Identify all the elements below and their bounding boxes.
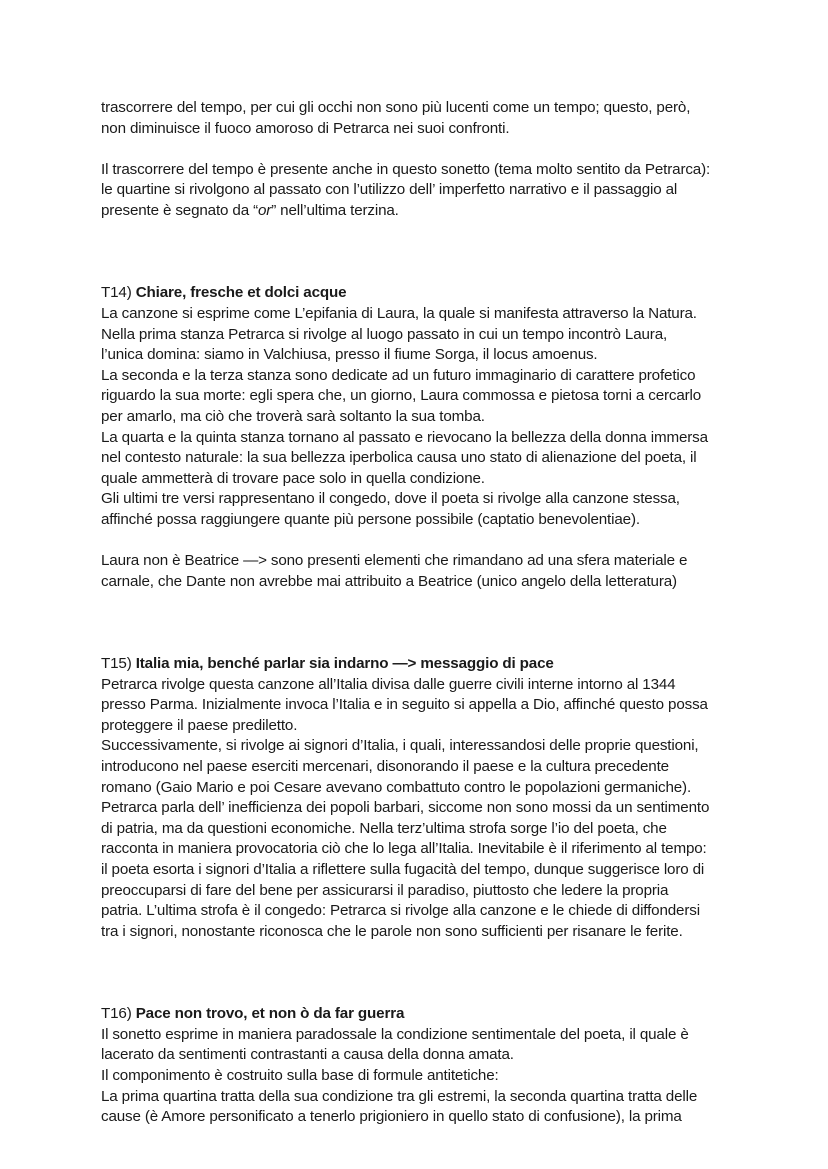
text-line: Successivamente, si rivolge ai signori d’Italia, i quali, interessandosi delle proprie questioni,	[101, 737, 699, 755]
italic-term: or	[257, 201, 272, 219]
text-line: cause (è Amore personificato a tenerlo prigioniero in quello stato di confusione), la prima	[101, 1108, 682, 1126]
text-line: Petrarca parla dell’ inefficienza dei popoli barbari, siccome non sono mossi da un sentimento	[101, 799, 710, 817]
text-line: La quarta e la quinta stanza tornano al passato e rievocano la bellezza della donna immersa	[101, 428, 708, 446]
text-line: trascorrere del tempo, per cui gli occhi non sono più lucenti come un tempo; questo, però,	[101, 99, 691, 116]
spacer	[101, 942, 761, 983]
note-line: Laura non è Beatrice —> sono presenti elementi che rimandano ad una sfera materiale e	[101, 552, 688, 570]
text-line: preoccuparsi di fare del bene per assicurarsi il paradiso, piuttosto che ledere la propria	[101, 881, 669, 899]
text-line: Nella prima stanza Petrarca si rivolge al luogo passato in cui un tempo incontrò Laura,	[101, 325, 668, 343]
spacer	[101, 222, 761, 263]
section-number: T15)	[101, 655, 136, 673]
text-fragment: ” nell’ultima terzina.	[271, 201, 399, 219]
text-line: La seconda e la terza stanza sono dedicate ad un futuro immaginario di carattere profetico	[101, 366, 696, 384]
text-line: Il componimento è costruito sulla base di formule antitetiche:	[101, 1066, 499, 1084]
spacer	[101, 263, 761, 284]
section-title: Pace non trovo, et non ò da far guerra	[135, 1005, 405, 1023]
text-line: racconta in maniera provocatoria ciò che lo lega all’Italia. Inevitabile è il riferimento al tempo:	[101, 840, 707, 858]
text-line: affinché possa raggiungere quante più persone possibile (captatio benevolentiae).	[101, 510, 640, 528]
section-number: T14)	[101, 284, 136, 302]
text-line: l’unica domina: siamo in Valchiusa, presso il fiume Sorga, il locus amoenus.	[101, 346, 598, 364]
text-line: per amarlo, ma ciò che troverà sarà soltanto la sua tomba.	[101, 407, 485, 425]
text-line: Gli ultimi tre versi rappresentano il congedo, dove il poeta si rivolge alla canzone stessa,	[101, 490, 680, 508]
text-line: nel contesto naturale: la sua bellezza iperbolica causa uno stato di alienazione del poeta, il	[101, 449, 697, 467]
text-line: patria. L’ultima strofa è il congedo: Petrarca si rivolge alla canzone e le chiede di diffondersi	[101, 902, 700, 920]
text-line: non diminuisce il fuoco amoroso di Petrarca nei suoi confronti.	[101, 119, 510, 137]
text-line: Il sonetto esprime in maniera paradossale la condizione sentimentale del poeta, il quale è	[101, 1025, 689, 1043]
text-fragment: presente è segnato da “	[101, 201, 258, 219]
section-heading	[101, 1004, 761, 1025]
text-line: introducono nel paese eserciti mercenari, disonorando il paese e la cultura precedente	[101, 758, 669, 775]
text-line: le quartine si rivolgono al passato con l’utilizzo dell’ imperfetto narrativo e il passaggio al	[101, 181, 678, 199]
text-line	[101, 201, 761, 222]
document-page	[101, 98, 761, 1128]
text-line: di patria, ma da questioni economiche. Nella terz’ultima strofa sorge l’io del poeta, che	[101, 819, 667, 837]
text-line: riguardo la sua morte: egli spera che, un giorno, Laura commossa e pietosa torni a cercarlo	[101, 387, 702, 405]
spacer	[101, 530, 761, 551]
section-t14	[101, 283, 761, 592]
spacer	[101, 592, 761, 633]
text-line: il poeta esorta i signori d’Italia a riflettere sulla fugacità del tempo, dunque suggerisce loro di	[101, 860, 705, 878]
section-heading	[101, 283, 761, 304]
text-line: Petrarca rivolge questa canzone all’Italia divisa dalle guerre civili interne intorno al 1344	[101, 675, 676, 693]
section-t16	[101, 1004, 761, 1128]
section-title: Italia mia, benché parlar sia indarno —> messaggio di pace	[135, 655, 554, 673]
text-line: tra i signori, nonostante riconosca che le parole non sono sufficienti per risanare le ferite.	[101, 922, 683, 940]
text-line: romano (Gaio Mario e poi Cesare avevano combattuto contro le popolazioni germaniche).	[101, 778, 692, 796]
text-line: Il trascorrere del tempo è presente anche in questo sonetto (tema molto sentito da Petrarca):	[101, 160, 711, 178]
note-line: carnale, che Dante non avrebbe mai attribuito a Beatrice (unico angelo della letteratura)	[101, 572, 677, 590]
text-line: proteggere il paese prediletto.	[101, 716, 298, 734]
spacer	[101, 984, 761, 1005]
text-line: presso Parma. Inizialmente invoca l’Italia e in seguito si appella a Dio, affinché questo possa	[101, 696, 708, 714]
text-line: lacerato da sentimenti contrastanti a causa della donna amata.	[101, 1046, 514, 1064]
spacer	[101, 633, 761, 654]
section-heading	[101, 654, 761, 675]
spacer	[101, 139, 761, 160]
section-number: T16)	[101, 1005, 136, 1023]
text-line: La canzone si esprime come L’epifania di Laura, la quale si manifesta attraverso la Natura.	[101, 304, 697, 322]
section-t15	[101, 654, 761, 942]
intro-paragraph-1	[101, 98, 761, 139]
section-title: Chiare, fresche et dolci acque	[135, 284, 347, 302]
text-line: quale ammetterà di trovare pace solo in quella condizione.	[101, 469, 485, 487]
text-line: La prima quartina tratta della sua condizione tra gli estremi, la seconda quartina tratta delle	[101, 1087, 698, 1105]
intro-paragraph-2	[101, 160, 761, 222]
